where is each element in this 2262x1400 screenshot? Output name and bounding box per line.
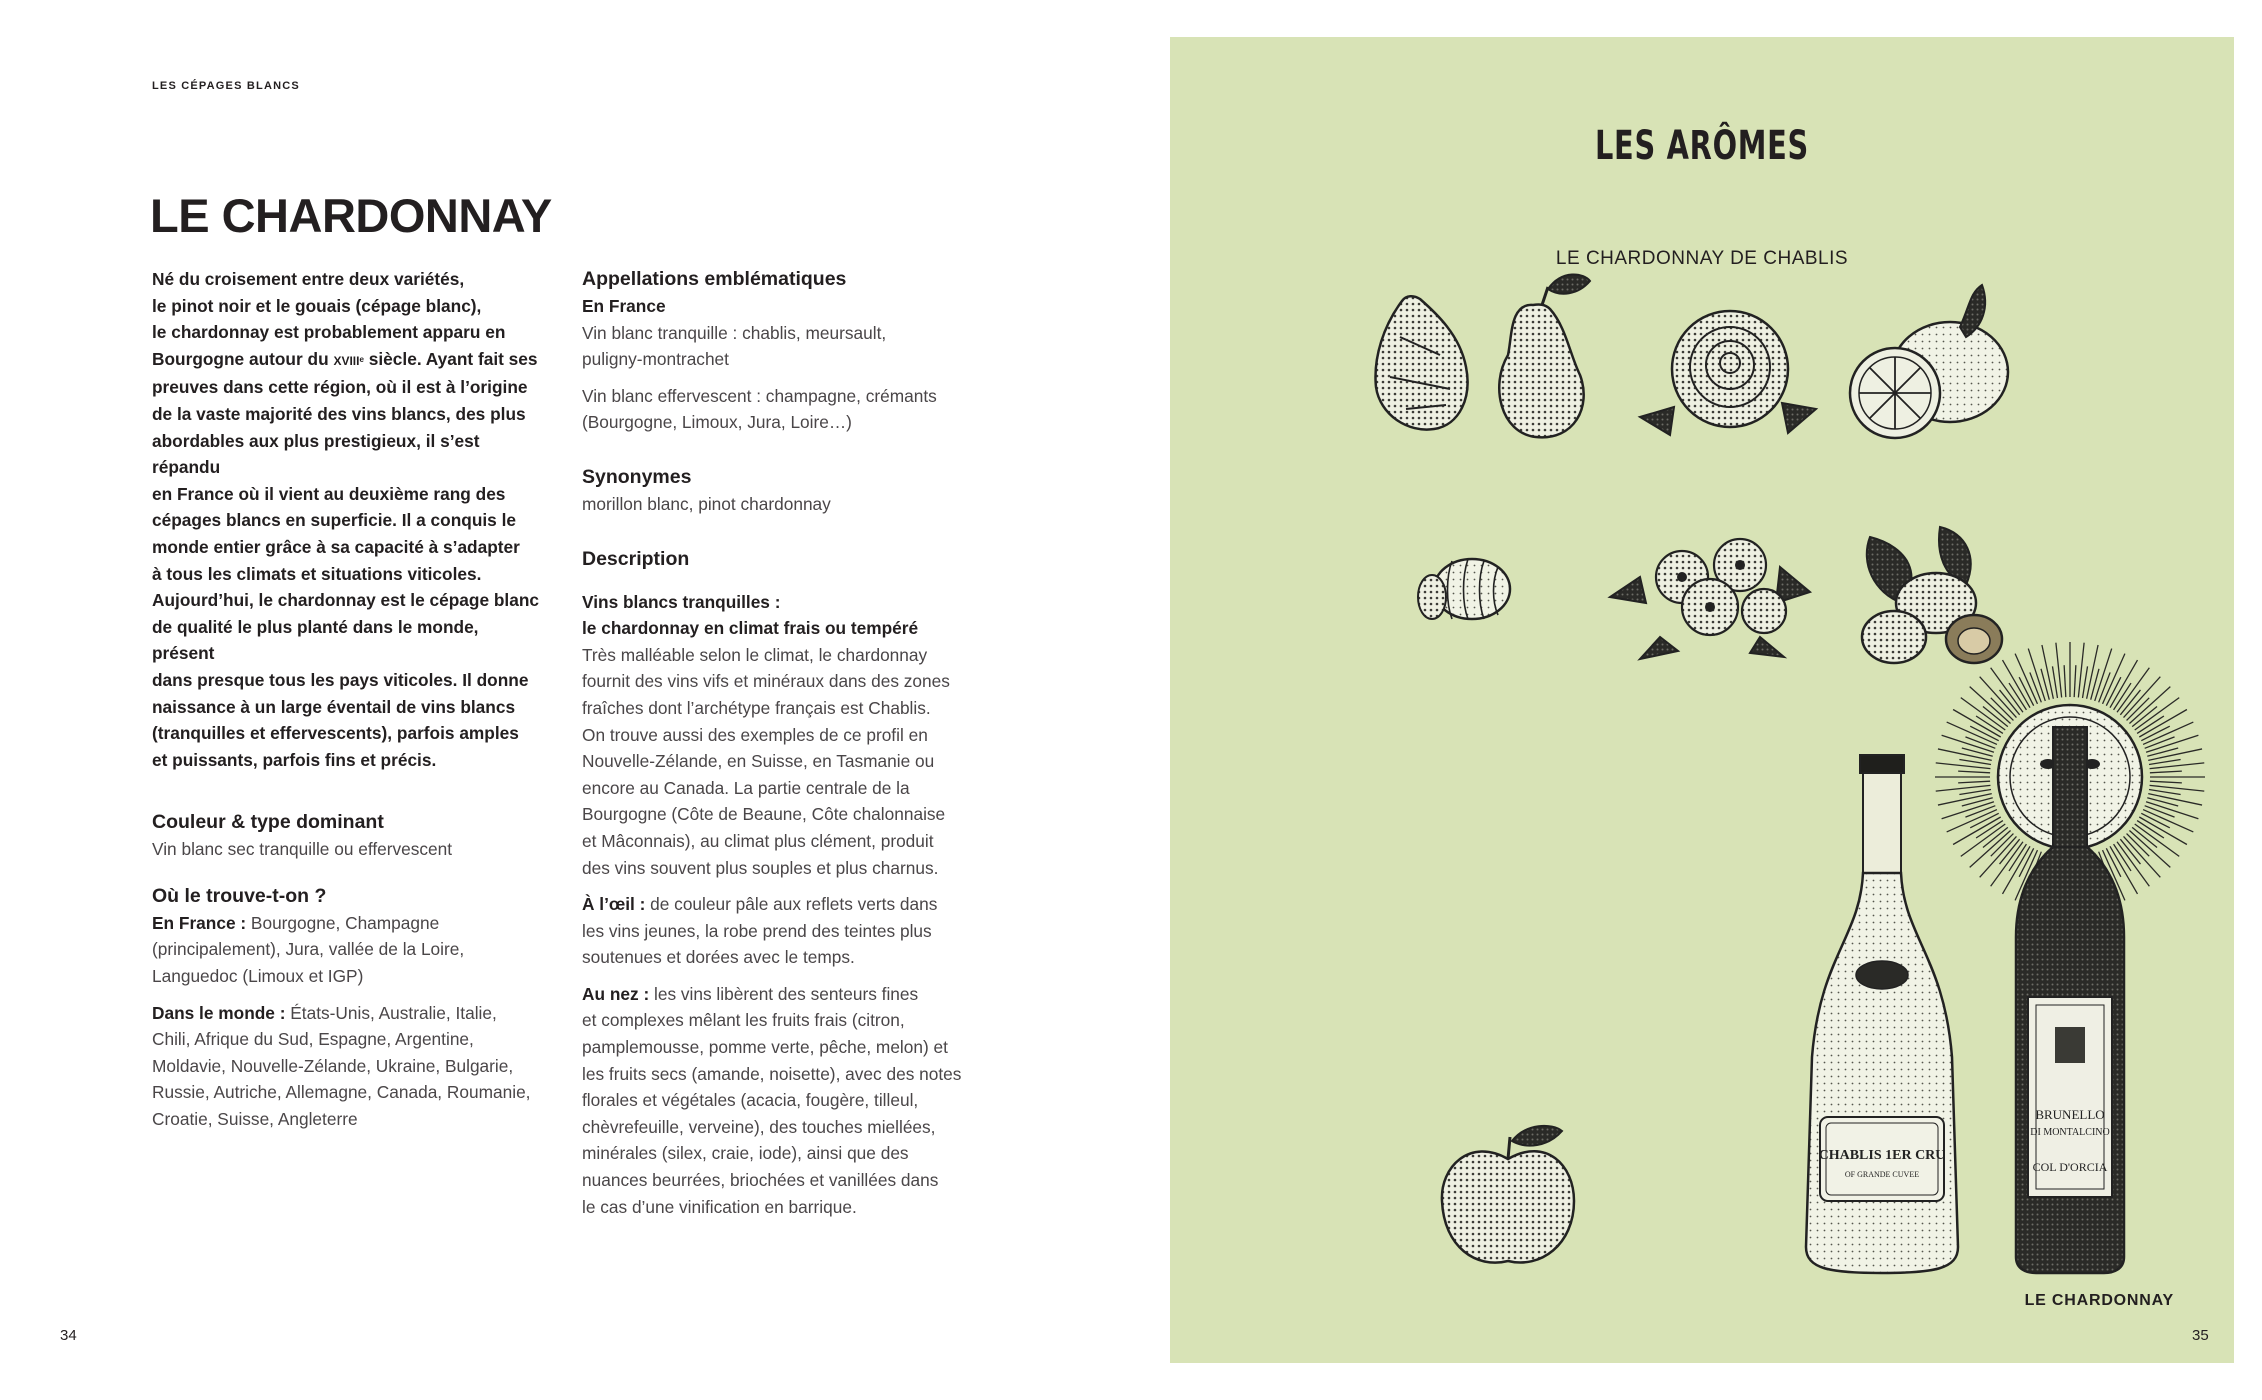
chablis-label-2: OF GRANDE CUVEE [1844,1170,1920,1179]
monde-paragraph [152,1000,542,1133]
sun-ray [2074,665,2076,697]
oeil-text: de couleur pâle aux reflets verts dans les vins jeunes, la robe prend des teintes plus soutenues et dorées avec le temps. [582,894,938,968]
sun-ray [1953,817,2001,845]
sun-ray [1938,794,1992,805]
france-label: En France : [152,912,247,933]
sun-ray [2139,710,2187,738]
sun-ray [2149,790,2181,795]
ou-heading: Où le trouve-t-on ? [152,884,327,907]
brunello-label-3: COL D'ORCIA [2032,1160,2108,1174]
brunello-label-2: DI MONTALCINO [2030,1127,2110,1138]
running-head: LES CÉPAGES BLANCS [152,80,300,92]
apple-icon [1442,1126,1574,1263]
left-column [152,266,542,1133]
sun-ray [2110,660,2138,708]
nez-label: Au nez : [582,983,650,1004]
pear-icon [1499,274,1590,437]
nez-text: les vins libèrent des senteurs fines et complexes mêlant les fruits frais (citron, pamplemousse, pomme verte, pêche, melon) et les fruits secs (amande, noisette), avec des notes florales et végétales (acacia, fougère, tilleul, chèvrefeuille, verveine), des touches miellées, minérales (silex, craie, iode), ainsi que des nuances beurrées, briochées et vanillées dans le cas d’une vinification en barrique. [582,983,962,1217]
effervescent-text: Vin blanc effervescent : champagne, crémants (Bourgogne, Limoux, Jura, Loire…) [582,385,937,433]
sun-ray [1991,842,2023,886]
synonymes-text: morillon blanc, pinot chardonnay [582,493,831,514]
sun-ray [1947,810,1997,832]
nez-paragraph [582,981,972,1220]
sun-ray [2064,665,2066,697]
intro-part-b: siècle. Ayant fait ses preuves dans cette région, où il est à l’origine de la vaste majorité des vins blancs, des plus abordables aux plus prestigieux, il s’est répandu en France où il vient au deuxième rang des cépages blancs en superficie. Il a conquis le monde entier grâce à sa capacité à s’adapter à tous les climats et situations viticoles. Aujourd’hui, le chardonnay est le cépage blanc de qualité le plus planté dans le monde, présent dans presque tous les pays viticoles. Il donne naissance à un large éventail de vins blancs (tranquilles et effervescents), parfois amples et puissants, parfois fins et précis. [152,348,539,770]
sun-ray [1991,668,2023,712]
aromes-title: LES ARÔMES [1594,123,1810,169]
page-number-right: 35 [2192,1327,2209,1344]
page-number-left: 34 [60,1327,77,1344]
sun-ray [1959,790,1991,795]
appellations-heading: Appellations emblématiques [582,268,847,290]
aromes-subtitle: LE CHARDONNAY DE CHABLIS [1555,248,1849,269]
sun-ray [2150,771,2182,773]
vins-text: Très malléable selon le climat, le chardonnay fournit des vins vifs et minéraux dans des zones fraîches dont l’archétype français est Chablis. On trouve aussi des exemples de ce profil en Nouvelle-Zélande, en Suisse, en Tasmanie ou encore au Canada. La partie centrale de la Bourgogne (Côte de Beaune, Côte chalonnaise et Mâconnais), au climat plus clément, produit des vins souvent plus souples et plus charnus. [582,644,950,878]
sun-ray [2042,645,2053,699]
sun-ray [2135,824,2179,856]
brunello-label-1: BRUNELLO [2035,1107,2105,1122]
sun-ray [2030,672,2041,702]
sun-ray [2083,666,2088,698]
right-page [1170,37,2234,1363]
description-heading: Description [582,547,690,570]
sun-ray [2117,668,2149,712]
sun-ray [1965,737,1995,748]
chablis-bottle [1806,755,1958,1273]
sun-ray [2148,794,2202,805]
lemon-icon [1850,285,2008,438]
sun-ray [2148,749,2202,760]
sun-ray [2099,672,2110,702]
sun-ray [1961,698,2005,730]
sun-ray [2143,810,2193,832]
sun-ray [2139,817,2187,845]
chablis-label-1: CHABLIS 1ER CRU [1818,1148,1946,1163]
sun-ray [2015,654,2037,704]
sun-ray [2087,645,2098,699]
intro-part-a: Né du croisement entre deux variétés, le pinot noir et le gouais (cépage blanc), le chardonnay est probablement apparu en Bourgogne autour du [152,269,506,369]
vins-heading-1: Vins blancs tranquilles : [582,591,781,612]
sun-ray [2143,722,2193,744]
century-smallcaps: XVIIIᵉ [333,353,364,368]
sun-ray [2150,781,2182,783]
sun-ray [1965,806,1995,817]
tranquille-text: Vin blanc tranquille : chablis, meursault, puligny-montrachet [582,322,887,370]
sun-ray [2145,806,2175,817]
couleur-heading: Couleur & type dominant [152,811,384,834]
oeil-paragraph [582,891,972,971]
butter-curl-icon [1418,559,1510,619]
intro-paragraph [152,266,542,773]
sun-ray [1938,749,1992,760]
sun-ray [2103,654,2125,704]
aromes-illustration [1170,37,2234,1363]
monde-label: Dans le monde : [152,1002,286,1023]
synonymes-heading: Synonymes [582,465,692,488]
sun-ray [1961,824,2005,856]
sun-ray [2149,759,2181,764]
sun-ray [1953,710,2001,738]
honeysuckle-flower-icon [1610,539,1810,659]
france-text: Bourgogne, Champagne (principalement), Jura, vallée de la Loire, Languedoc (Limoux et IGP) [152,912,465,987]
rose-icon [1640,311,1816,435]
sun-ray [1958,771,1990,773]
sun-ray [2135,698,2179,730]
sun-ray [2003,660,2031,708]
oeil-label: À l’œil : [582,894,646,915]
flint-icon [1376,296,1468,429]
sun-ray [2117,842,2149,886]
page-title: LE CHARDONNAY [150,189,552,242]
monde-text: États-Unis, Australie, Italie, Chili, Afrique du Sud, Espagne, Argentine, Moldavie, Nouvelle-Zélande, Ukraine, Bulgarie, Russie, Autriche, Allemagne, Canada, Roumanie, Croatie, Suisse, Angleterre [152,1002,531,1130]
hazelnut-icon [1862,527,2002,663]
sun-ray [2052,666,2057,698]
sun-ray [1958,781,1990,783]
footer-label: LE CHARDONNAY [2024,1292,2174,1309]
vins-heading-2: le chardonnay en climat frais ou tempéré [582,618,919,639]
france-paragraph [152,910,542,990]
right-column [582,266,972,1220]
appellations-sub: En France [582,296,666,316]
sun-ray [2145,737,2175,748]
sun-ray [1947,722,1997,744]
sun-ray [1959,759,1991,764]
couleur-text: Vin blanc sec tranquille ou effervescent [152,839,453,860]
